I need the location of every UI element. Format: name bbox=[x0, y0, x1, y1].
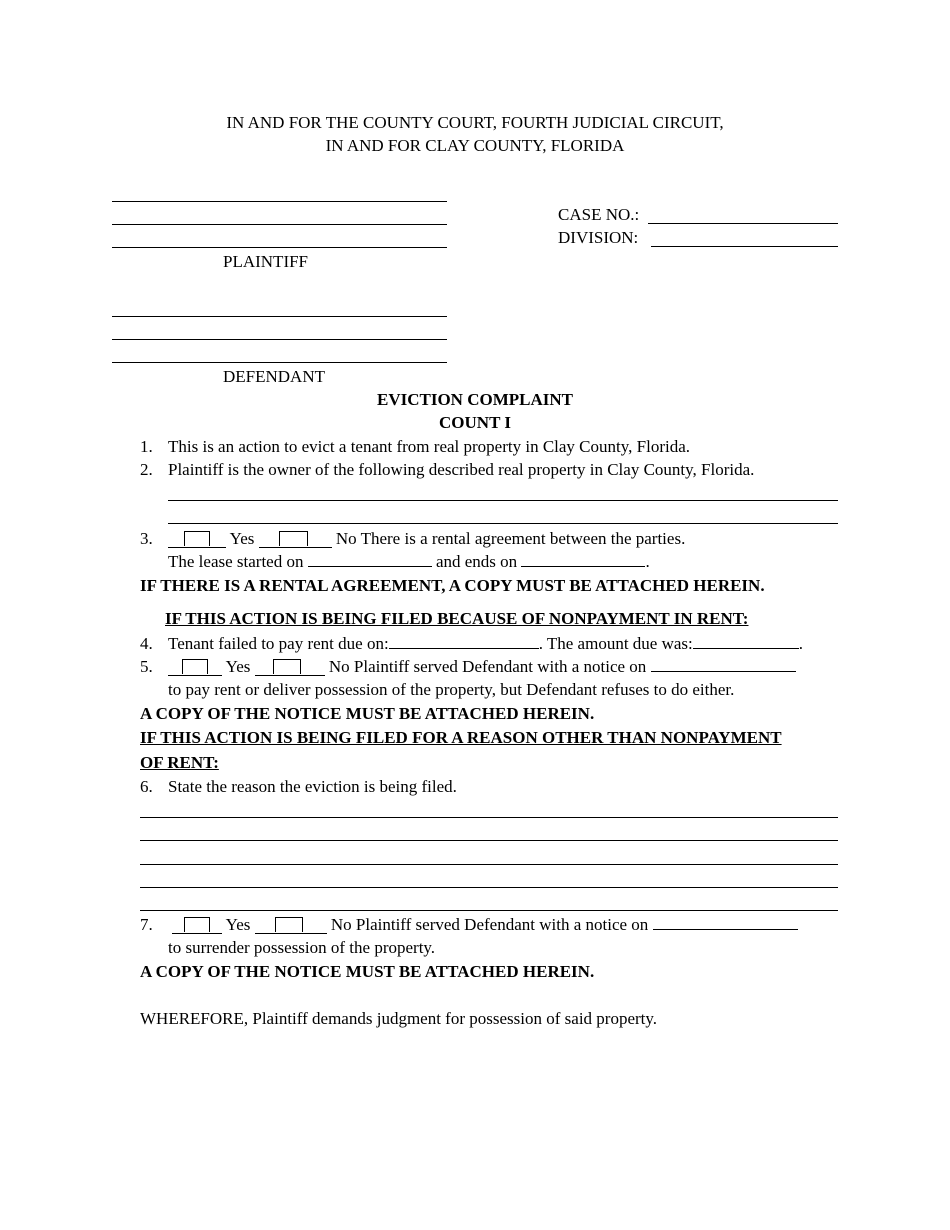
court-header-line2: IN AND FOR CLAY COUNTY, FLORIDA bbox=[325, 136, 625, 155]
plaintiff-line-1[interactable] bbox=[112, 201, 447, 202]
item-3-no-text: No There is a rental agreement between the parties. bbox=[335, 529, 686, 548]
item-3-number: 3. bbox=[140, 529, 153, 548]
item-5-text-b: to pay rent or deliver possession of the property, but Defendant refuses to do either. bbox=[168, 680, 735, 699]
reason-line-4[interactable] bbox=[140, 887, 838, 888]
item-1-number: 1. bbox=[140, 437, 153, 456]
item-5-number: 5. bbox=[140, 657, 153, 676]
property-description-line-1[interactable] bbox=[168, 500, 838, 501]
item-4-text-a: Tenant failed to pay rent due on: bbox=[168, 634, 389, 653]
item-5-yes-checkbox[interactable] bbox=[168, 658, 222, 676]
item-5-no-checkbox[interactable] bbox=[255, 658, 325, 676]
item-5-yes-label: Yes bbox=[225, 657, 251, 676]
item-5-no-text: No Plaintiff served Defendant with a notice on bbox=[328, 657, 647, 676]
item-3-no-checkbox[interactable] bbox=[259, 530, 332, 548]
item-7-no-text: No Plaintiff served Defendant with a notice on bbox=[330, 915, 649, 934]
defendant-line-2[interactable] bbox=[112, 339, 447, 340]
item-7-no-checkbox[interactable] bbox=[255, 916, 327, 934]
item-6-number: 6. bbox=[140, 777, 153, 796]
item-7-yes-checkbox[interactable] bbox=[172, 916, 222, 934]
nonpayment-heading: IF THIS ACTION IS BEING FILED BECAUSE OF NONPAYMENT IN RENT: bbox=[165, 609, 749, 628]
plaintiff-line-3[interactable] bbox=[112, 247, 447, 248]
item-1-text: This is an action to evict a tenant from real property in Clay County, Florida. bbox=[168, 437, 690, 456]
case-no-label: CASE NO.: bbox=[558, 205, 640, 224]
item-4-number: 4. bbox=[140, 634, 153, 653]
item-2-text: Plaintiff is the owner of the following described real property in Clay County, Florida. bbox=[168, 460, 755, 479]
reason-line-3[interactable] bbox=[140, 864, 838, 865]
amount-due-field[interactable] bbox=[693, 647, 799, 649]
reason-line-2[interactable] bbox=[140, 840, 838, 841]
item-7-number: 7. bbox=[140, 915, 153, 934]
item-6-text: State the reason the eviction is being filed. bbox=[168, 777, 457, 796]
item-3-row bbox=[168, 530, 685, 548]
item-7-notice-date-field[interactable] bbox=[653, 928, 798, 930]
item-2-number: 2. bbox=[140, 460, 153, 479]
notice-note-1: A COPY OF THE NOTICE MUST BE ATTACHED HEREIN. bbox=[140, 704, 595, 723]
defendant-label: DEFENDANT bbox=[223, 367, 325, 386]
property-description-line-2[interactable] bbox=[168, 523, 838, 524]
reason-line-1[interactable] bbox=[140, 817, 838, 818]
complaint-title: EVICTION COMPLAINT bbox=[377, 390, 573, 409]
other-reason-heading-1: IF THIS ACTION IS BEING FILED FOR A REASON OTHER THAN NONPAYMENT bbox=[140, 728, 782, 747]
court-header-line1: IN AND FOR THE COUNTY COURT, FOURTH JUDICIAL CIRCUIT, bbox=[226, 113, 724, 132]
item-7-yes-label: Yes bbox=[225, 915, 251, 934]
rental-agreement-note: IF THERE IS A RENTAL AGREEMENT, A COPY MUST BE ATTACHED HEREIN. bbox=[140, 576, 765, 595]
lease-end-field[interactable] bbox=[521, 565, 645, 567]
division-field[interactable] bbox=[651, 246, 838, 247]
item-5-row bbox=[168, 658, 796, 676]
wherefore-clause: WHEREFORE, Plaintiff demands judgment for possession of said property. bbox=[140, 1009, 658, 1028]
item-3-yes-label: Yes bbox=[229, 529, 255, 548]
rent-due-date-field[interactable] bbox=[389, 647, 539, 649]
item-4-period: . bbox=[798, 634, 804, 653]
reason-line-5[interactable] bbox=[140, 910, 838, 911]
defendant-line-1[interactable] bbox=[112, 316, 447, 317]
plaintiff-label: PLAINTIFF bbox=[223, 252, 309, 271]
lease-period: . bbox=[645, 552, 650, 571]
notice-note-2: A COPY OF THE NOTICE MUST BE ATTACHED HEREIN. bbox=[140, 962, 595, 981]
item-3-yes-checkbox[interactable] bbox=[168, 530, 226, 548]
lease-dates-row bbox=[168, 553, 650, 570]
lease-ends-label: and ends on bbox=[435, 552, 518, 571]
lease-start-field[interactable] bbox=[308, 565, 432, 567]
item-7-row bbox=[172, 916, 798, 934]
case-no-field[interactable] bbox=[648, 223, 838, 224]
other-reason-heading-2: OF RENT: bbox=[140, 753, 219, 772]
item-5-notice-date-field[interactable] bbox=[651, 670, 796, 672]
division-label: DIVISION: bbox=[558, 228, 639, 247]
lease-started-label: The lease started on bbox=[168, 552, 304, 571]
plaintiff-line-2[interactable] bbox=[112, 224, 447, 225]
defendant-line-3[interactable] bbox=[112, 362, 447, 363]
item-4-row bbox=[168, 635, 803, 652]
item-4-text-b: . The amount due was: bbox=[538, 634, 693, 653]
item-7-text-b: to surrender possession of the property. bbox=[168, 938, 436, 957]
count-title: COUNT I bbox=[439, 413, 511, 432]
